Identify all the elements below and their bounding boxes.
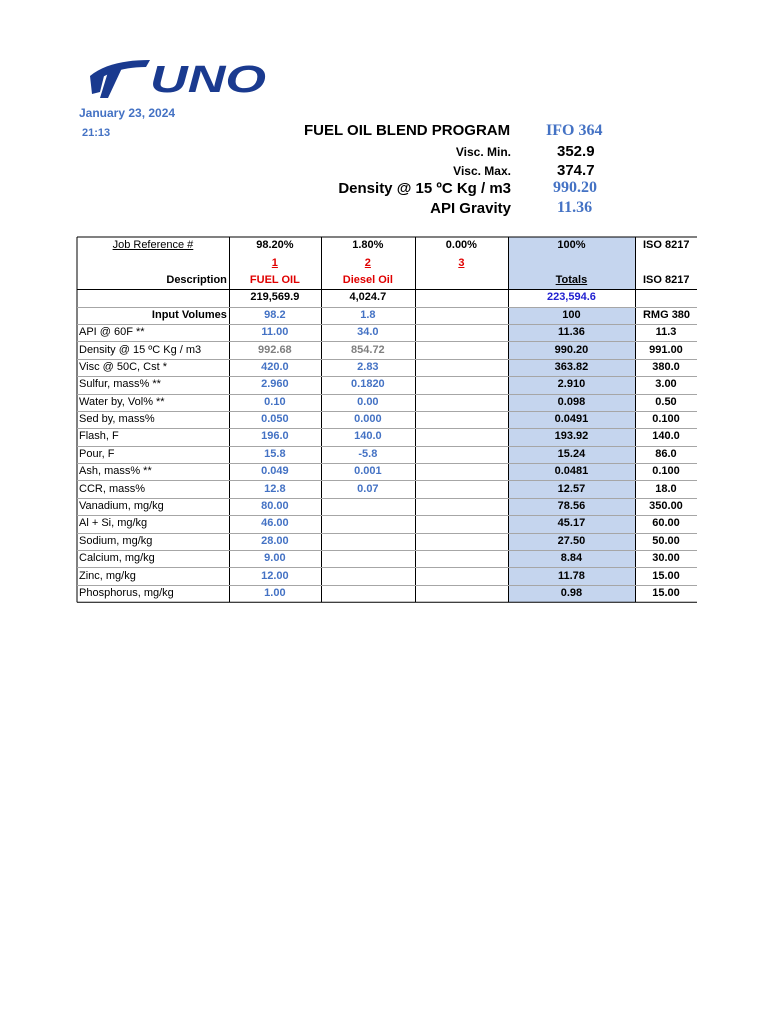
property-label: Sulfur, mass% ** xyxy=(79,378,161,391)
property-component-3-value[interactable] xyxy=(415,394,508,411)
property-label: Vanadium, mg/kg xyxy=(79,500,164,513)
product-grade: IFO 364 xyxy=(546,122,603,139)
property-diesel-value[interactable]: 0.00 xyxy=(357,395,379,408)
property-fuel-value[interactable]: 0.10 xyxy=(264,395,286,408)
property-fuel-value[interactable]: 196.0 xyxy=(261,430,289,443)
empty-cell xyxy=(635,289,697,306)
property-spec-limit: 15.00 xyxy=(652,569,680,582)
volumes-row xyxy=(77,289,697,306)
property-fuel-value[interactable]: 46.00 xyxy=(261,517,289,530)
property-diesel-value[interactable]: 2.83 xyxy=(357,360,379,373)
totals-label: Totals xyxy=(508,272,635,289)
property-diesel-value[interactable]: 0.07 xyxy=(357,482,379,495)
property-component-3-value[interactable] xyxy=(415,428,508,445)
property-row xyxy=(77,341,697,358)
property-spec-limit: 991.00 xyxy=(649,343,683,356)
property-diesel-value[interactable] xyxy=(321,498,415,515)
property-row xyxy=(77,550,697,567)
volume-fuel[interactable]: 219,569.9 xyxy=(250,291,300,304)
property-component-3-value[interactable] xyxy=(415,550,508,567)
property-spec-limit: 0.100 xyxy=(652,413,680,426)
job-reference-label: Job Reference # xyxy=(112,239,194,252)
property-label: Al + Si, mg/kg xyxy=(79,517,148,530)
logo-swoosh-icon xyxy=(90,60,150,94)
property-fuel-value[interactable]: 28.00 xyxy=(261,534,289,547)
property-label: CCR, mass% xyxy=(79,482,146,495)
iso-standard-label: ISO 8217 xyxy=(642,239,690,252)
property-total-value: 15.24 xyxy=(508,446,635,463)
pct-fuel[interactable]: 98.20% xyxy=(256,239,294,252)
property-diesel-value[interactable]: 34.0 xyxy=(357,326,379,339)
empty-cell xyxy=(635,254,697,271)
property-row xyxy=(77,411,697,428)
pct-diesel[interactable]: 1.80% xyxy=(352,239,384,252)
input-pct-fuel: 98.2 xyxy=(264,308,286,321)
uno-logo xyxy=(86,54,270,100)
api-gravity-label: API Gravity xyxy=(430,200,511,217)
property-diesel-value[interactable] xyxy=(321,533,415,550)
pct-component-3[interactable]: 0.00% xyxy=(445,239,477,252)
property-label: Flash, F xyxy=(79,430,119,443)
input-volumes-row xyxy=(77,307,697,324)
empty-cell xyxy=(77,289,229,306)
property-diesel-value[interactable] xyxy=(321,567,415,584)
property-total-value: 12.57 xyxy=(508,480,635,497)
property-row xyxy=(77,585,697,602)
property-row xyxy=(77,480,697,497)
property-label: Ash, mass% ** xyxy=(79,465,152,478)
property-row xyxy=(77,498,697,515)
property-total-value: 0.98 xyxy=(508,585,635,602)
property-fuel-value[interactable]: 992.68 xyxy=(258,343,292,356)
property-component-3-value[interactable] xyxy=(415,411,508,428)
property-component-3-value[interactable] xyxy=(415,533,508,550)
property-fuel-value[interactable]: 420.0 xyxy=(261,360,289,373)
property-spec-limit: 30.00 xyxy=(652,552,680,565)
property-label: Water by, Vol% ** xyxy=(79,395,165,408)
property-fuel-value[interactable]: 2.960 xyxy=(261,378,289,391)
property-diesel-value[interactable] xyxy=(321,585,415,602)
property-row xyxy=(77,359,697,376)
property-row xyxy=(77,515,697,532)
visc-min-label: Visc. Min. xyxy=(455,145,511,159)
property-diesel-value[interactable]: 854.72 xyxy=(351,343,385,356)
property-spec-limit: 380.0 xyxy=(652,360,680,373)
input-volumes-label: Input Volumes xyxy=(151,308,227,321)
property-total-value: 990.20 xyxy=(508,341,635,358)
property-row xyxy=(77,376,697,393)
property-spec-limit: 140.0 xyxy=(652,430,680,443)
description-row xyxy=(77,272,697,289)
density-value: 990.20 xyxy=(553,179,597,196)
property-label: Zinc, mg/kg xyxy=(79,569,136,582)
component-number-row xyxy=(77,254,697,271)
input-pct-diesel: 1.8 xyxy=(360,308,376,321)
property-total-value: 11.78 xyxy=(508,567,635,584)
property-total-value: 0.098 xyxy=(508,394,635,411)
iso-standard-label-2: ISO 8217 xyxy=(642,273,690,286)
property-fuel-value[interactable]: 12.8 xyxy=(264,482,286,495)
property-total-value: 0.0481 xyxy=(508,463,635,480)
property-fuel-value[interactable]: 80.00 xyxy=(261,500,289,513)
property-total-value: 2.910 xyxy=(508,376,635,393)
property-component-3-value[interactable] xyxy=(415,498,508,515)
property-diesel-value[interactable]: 0.1820 xyxy=(351,378,385,391)
property-row xyxy=(77,446,697,463)
property-diesel-value[interactable]: 0.000 xyxy=(354,413,382,426)
property-fuel-value[interactable]: 1.00 xyxy=(264,587,286,599)
empty-cell xyxy=(508,254,635,271)
blend-table xyxy=(77,237,697,602)
input-pct-component-3 xyxy=(415,307,508,324)
property-total-value: 78.56 xyxy=(508,498,635,515)
property-fuel-value[interactable]: 9.00 xyxy=(264,552,286,565)
pct-total: 100% xyxy=(508,237,635,254)
property-row xyxy=(77,463,697,480)
property-component-3-value[interactable] xyxy=(415,324,508,341)
component-1-name[interactable]: FUEL OIL xyxy=(249,273,300,286)
property-spec-limit: 350.00 xyxy=(649,500,683,513)
property-spec-limit: 3.00 xyxy=(655,378,677,391)
page-title: FUEL OIL BLEND PROGRAM xyxy=(304,122,511,139)
property-component-3-value[interactable] xyxy=(415,585,508,602)
property-label: Calcium, mg/kg xyxy=(79,552,155,565)
input-pct-total: 100 xyxy=(508,307,635,324)
report-date: January 23, 2024 xyxy=(79,106,176,120)
volume-diesel[interactable]: 4,024.7 xyxy=(349,291,387,304)
property-label: Pour, F xyxy=(79,447,115,460)
property-spec-limit: 15.00 xyxy=(652,587,680,599)
property-row xyxy=(77,324,697,341)
property-fuel-value[interactable]: 11.00 xyxy=(261,326,289,339)
property-label: Phosphorus, mg/kg xyxy=(79,587,174,599)
component-2-name[interactable]: Diesel Oil xyxy=(342,273,393,286)
property-spec-limit: 0.50 xyxy=(655,395,677,408)
property-fuel-value[interactable]: 0.050 xyxy=(261,413,289,426)
component-3-name[interactable] xyxy=(415,272,508,289)
property-label: API @ 60F ** xyxy=(79,326,145,339)
property-diesel-value[interactable] xyxy=(321,515,415,532)
property-total-value: 27.50 xyxy=(508,533,635,550)
density-label: Density @ 15 ºC Kg / m3 xyxy=(338,180,511,197)
empty-cell xyxy=(77,254,229,271)
volume-total: 223,594.6 xyxy=(546,291,596,304)
property-component-3-value[interactable] xyxy=(415,341,508,358)
property-row xyxy=(77,533,697,550)
api-gravity-value: 11.36 xyxy=(557,199,593,216)
property-total-value: 0.0491 xyxy=(508,411,635,428)
property-spec-limit: 18.0 xyxy=(655,482,677,495)
property-component-3-value[interactable] xyxy=(415,376,508,393)
property-fuel-value[interactable]: 0.049 xyxy=(261,465,289,478)
description-label: Description xyxy=(166,273,227,286)
property-spec-limit: 60.00 xyxy=(652,517,680,530)
property-label: Sed by, mass% xyxy=(79,413,155,426)
property-component-3-value[interactable] xyxy=(415,463,508,480)
property-row xyxy=(77,567,697,584)
component-1-number: 1 xyxy=(271,256,278,269)
property-component-3-value[interactable] xyxy=(415,359,508,376)
property-row xyxy=(77,428,697,445)
property-component-3-value[interactable] xyxy=(415,446,508,463)
property-diesel-value[interactable]: -5.8 xyxy=(358,447,378,460)
visc-max-label: Visc. Max. xyxy=(453,164,511,178)
component-3-number: 3 xyxy=(458,256,465,269)
property-component-3-value[interactable] xyxy=(415,480,508,497)
property-fuel-value[interactable]: 15.8 xyxy=(264,447,286,460)
report-time: 21:13 xyxy=(82,127,111,139)
visc-max-value: 374.7 xyxy=(557,162,595,179)
svg-text:UNO: UNO xyxy=(150,59,266,100)
visc-min-value: 352.9 xyxy=(557,143,595,160)
property-total-value: 193.92 xyxy=(508,428,635,445)
property-spec-limit: 86.0 xyxy=(655,447,677,460)
property-diesel-value[interactable]: 140.0 xyxy=(354,430,382,443)
property-total-value: 363.82 xyxy=(508,359,635,376)
property-row xyxy=(77,394,697,411)
component-2-number: 2 xyxy=(364,256,371,269)
property-diesel-value[interactable]: 0.001 xyxy=(354,465,382,478)
property-fuel-value[interactable]: 12.00 xyxy=(261,569,289,582)
property-total-value: 45.17 xyxy=(508,515,635,532)
property-component-3-value[interactable] xyxy=(415,515,508,532)
job-reference-row xyxy=(77,237,697,254)
property-label: Density @ 15 ºC Kg / m3 xyxy=(79,343,202,356)
property-total-value: 11.36 xyxy=(508,324,635,341)
property-label: Sodium, mg/kg xyxy=(79,534,153,547)
property-label: Visc @ 50C, Cst * xyxy=(79,360,167,373)
volume-component-3[interactable] xyxy=(415,289,508,306)
property-diesel-value[interactable] xyxy=(321,550,415,567)
property-component-3-value[interactable] xyxy=(415,567,508,584)
property-spec-limit: 0.100 xyxy=(652,465,680,478)
property-spec-limit: 50.00 xyxy=(652,534,680,547)
property-spec-limit: 11.3 xyxy=(655,326,677,339)
property-total-value: 8.84 xyxy=(508,550,635,567)
fuel-grade-label: RMG 380 xyxy=(642,308,691,321)
